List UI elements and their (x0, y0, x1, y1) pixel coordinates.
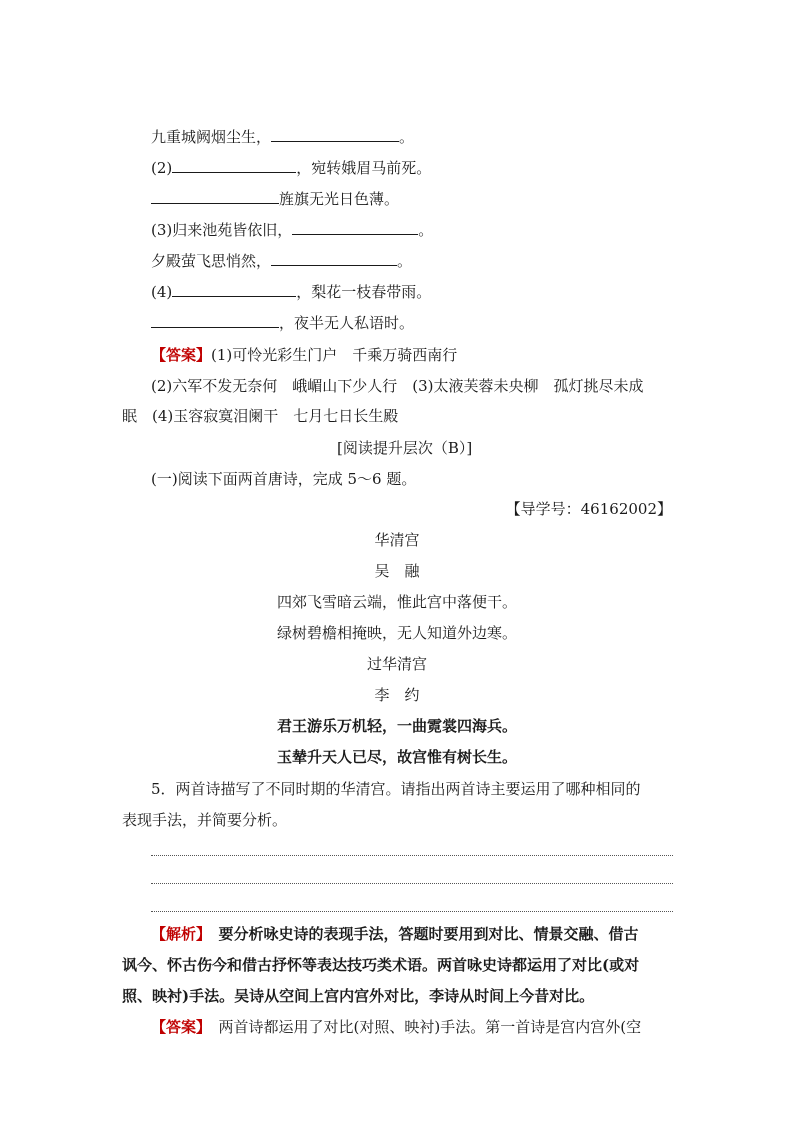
verse-text: 九重城阙烟尘生， (151, 128, 272, 146)
verse-text: 旌旗无光日色薄。 (279, 190, 400, 208)
answer-dotted-line (151, 883, 673, 884)
analysis-text: 要分析咏史诗的表现手法，答题时要用到对比、情景交融、借古 (203, 925, 639, 943)
answer-blank (271, 127, 399, 142)
verse-text: ，夜半无人私语时。 (279, 314, 415, 332)
item-number: (2) (151, 159, 173, 177)
poem1-title: 华清宫 (374, 531, 420, 549)
fill-line-4 (151, 220, 433, 240)
fill-line-5 (151, 251, 412, 271)
answer-text: 两首诗都运用了对比(对照、映衬)手法。第一首诗是宫内宫外(空 (203, 1018, 642, 1036)
poem2-author: 李 约 (374, 686, 420, 704)
answer-text: (2)六军不发无奈何 峨嵋山下少人行 (3)太液芙蓉未央柳 孤灯挑尽未成 (151, 377, 644, 395)
answer-blank (172, 282, 296, 297)
answer-blank (151, 189, 279, 204)
section-intro: (一)阅读下面两首唐诗，完成 5～6 题。 (151, 470, 417, 488)
answer-blank (292, 220, 418, 235)
punctuation: 。 (397, 252, 413, 270)
answer2-line-1 (151, 1017, 641, 1037)
fill-line-1 (151, 127, 414, 147)
answer-blank (151, 313, 279, 328)
fill-line-6 (151, 282, 431, 302)
poem1-author: 吴 融 (374, 562, 420, 580)
poem2-title: 过华清宫 (366, 655, 427, 673)
fill-line-2 (151, 158, 431, 178)
analysis-line-2: 讽今、怀古伤今和借古抒怀等表达技巧类术语。两首咏史诗都运用了对比(或对 (122, 956, 640, 974)
punctuation: 。 (418, 221, 434, 239)
answer-dotted-line (151, 911, 673, 912)
answer-dotted-line (151, 855, 673, 856)
section-heading: [阅读提升层次（B）] (337, 439, 473, 457)
verse-text: ，宛转娥眉马前死。 (296, 159, 432, 177)
answer-line-2 (151, 376, 644, 396)
answer-tag: 【答案】 (151, 1018, 204, 1036)
verse-text: ，梨花一枝春带雨。 (296, 283, 432, 301)
answer-text: (1)可怜光彩生门户 千乘万骑西南行 (211, 346, 458, 364)
answer-blank (271, 251, 397, 266)
analysis-tag: 【解析】 (151, 925, 204, 943)
answer-line-3 (122, 406, 398, 426)
answer-tag: 【答案】 (151, 346, 212, 364)
question-5-line-2: 表现手法，并简要分析。 (122, 811, 288, 829)
fill-line-3 (151, 189, 399, 209)
item-number: (3) (151, 221, 173, 239)
analysis-line-3: 照、映衬)手法。吴诗从空间上宫内宫外对比，李诗从时间上今昔对比。 (122, 987, 595, 1005)
answer-line-1 (151, 345, 457, 365)
verse-text: 夕殿萤飞思悄然， (151, 252, 272, 270)
item-number: (4) (151, 283, 173, 301)
guide-number: 【导学号：46162002】 (505, 500, 672, 518)
poem2-line-1: 君王游乐万机轻，一曲霓裳四海兵。 (276, 717, 517, 735)
poem1-line-2: 绿树碧檐相掩映，无人知道外边寒。 (276, 624, 517, 642)
poem1-line-1: 四郊飞雪暗云端，惟此宫中落便干。 (276, 593, 517, 611)
poem2-line-2: 玉辇升天人已尽，故宫惟有树长生。 (276, 748, 517, 766)
answer-text: 眠 (4)玉容寂寞泪阑干 七月七日长生殿 (122, 407, 399, 425)
question-5-line-1: 5．两首诗描写了不同时期的华清宫。请指出两首诗主要运用了哪种相同的 (151, 780, 641, 798)
fill-line-7 (151, 313, 414, 333)
answer-blank (172, 158, 296, 173)
verse-text: 归来池苑皆依旧， (172, 221, 293, 239)
analysis-line-1 (151, 924, 639, 944)
punctuation: 。 (399, 128, 415, 146)
